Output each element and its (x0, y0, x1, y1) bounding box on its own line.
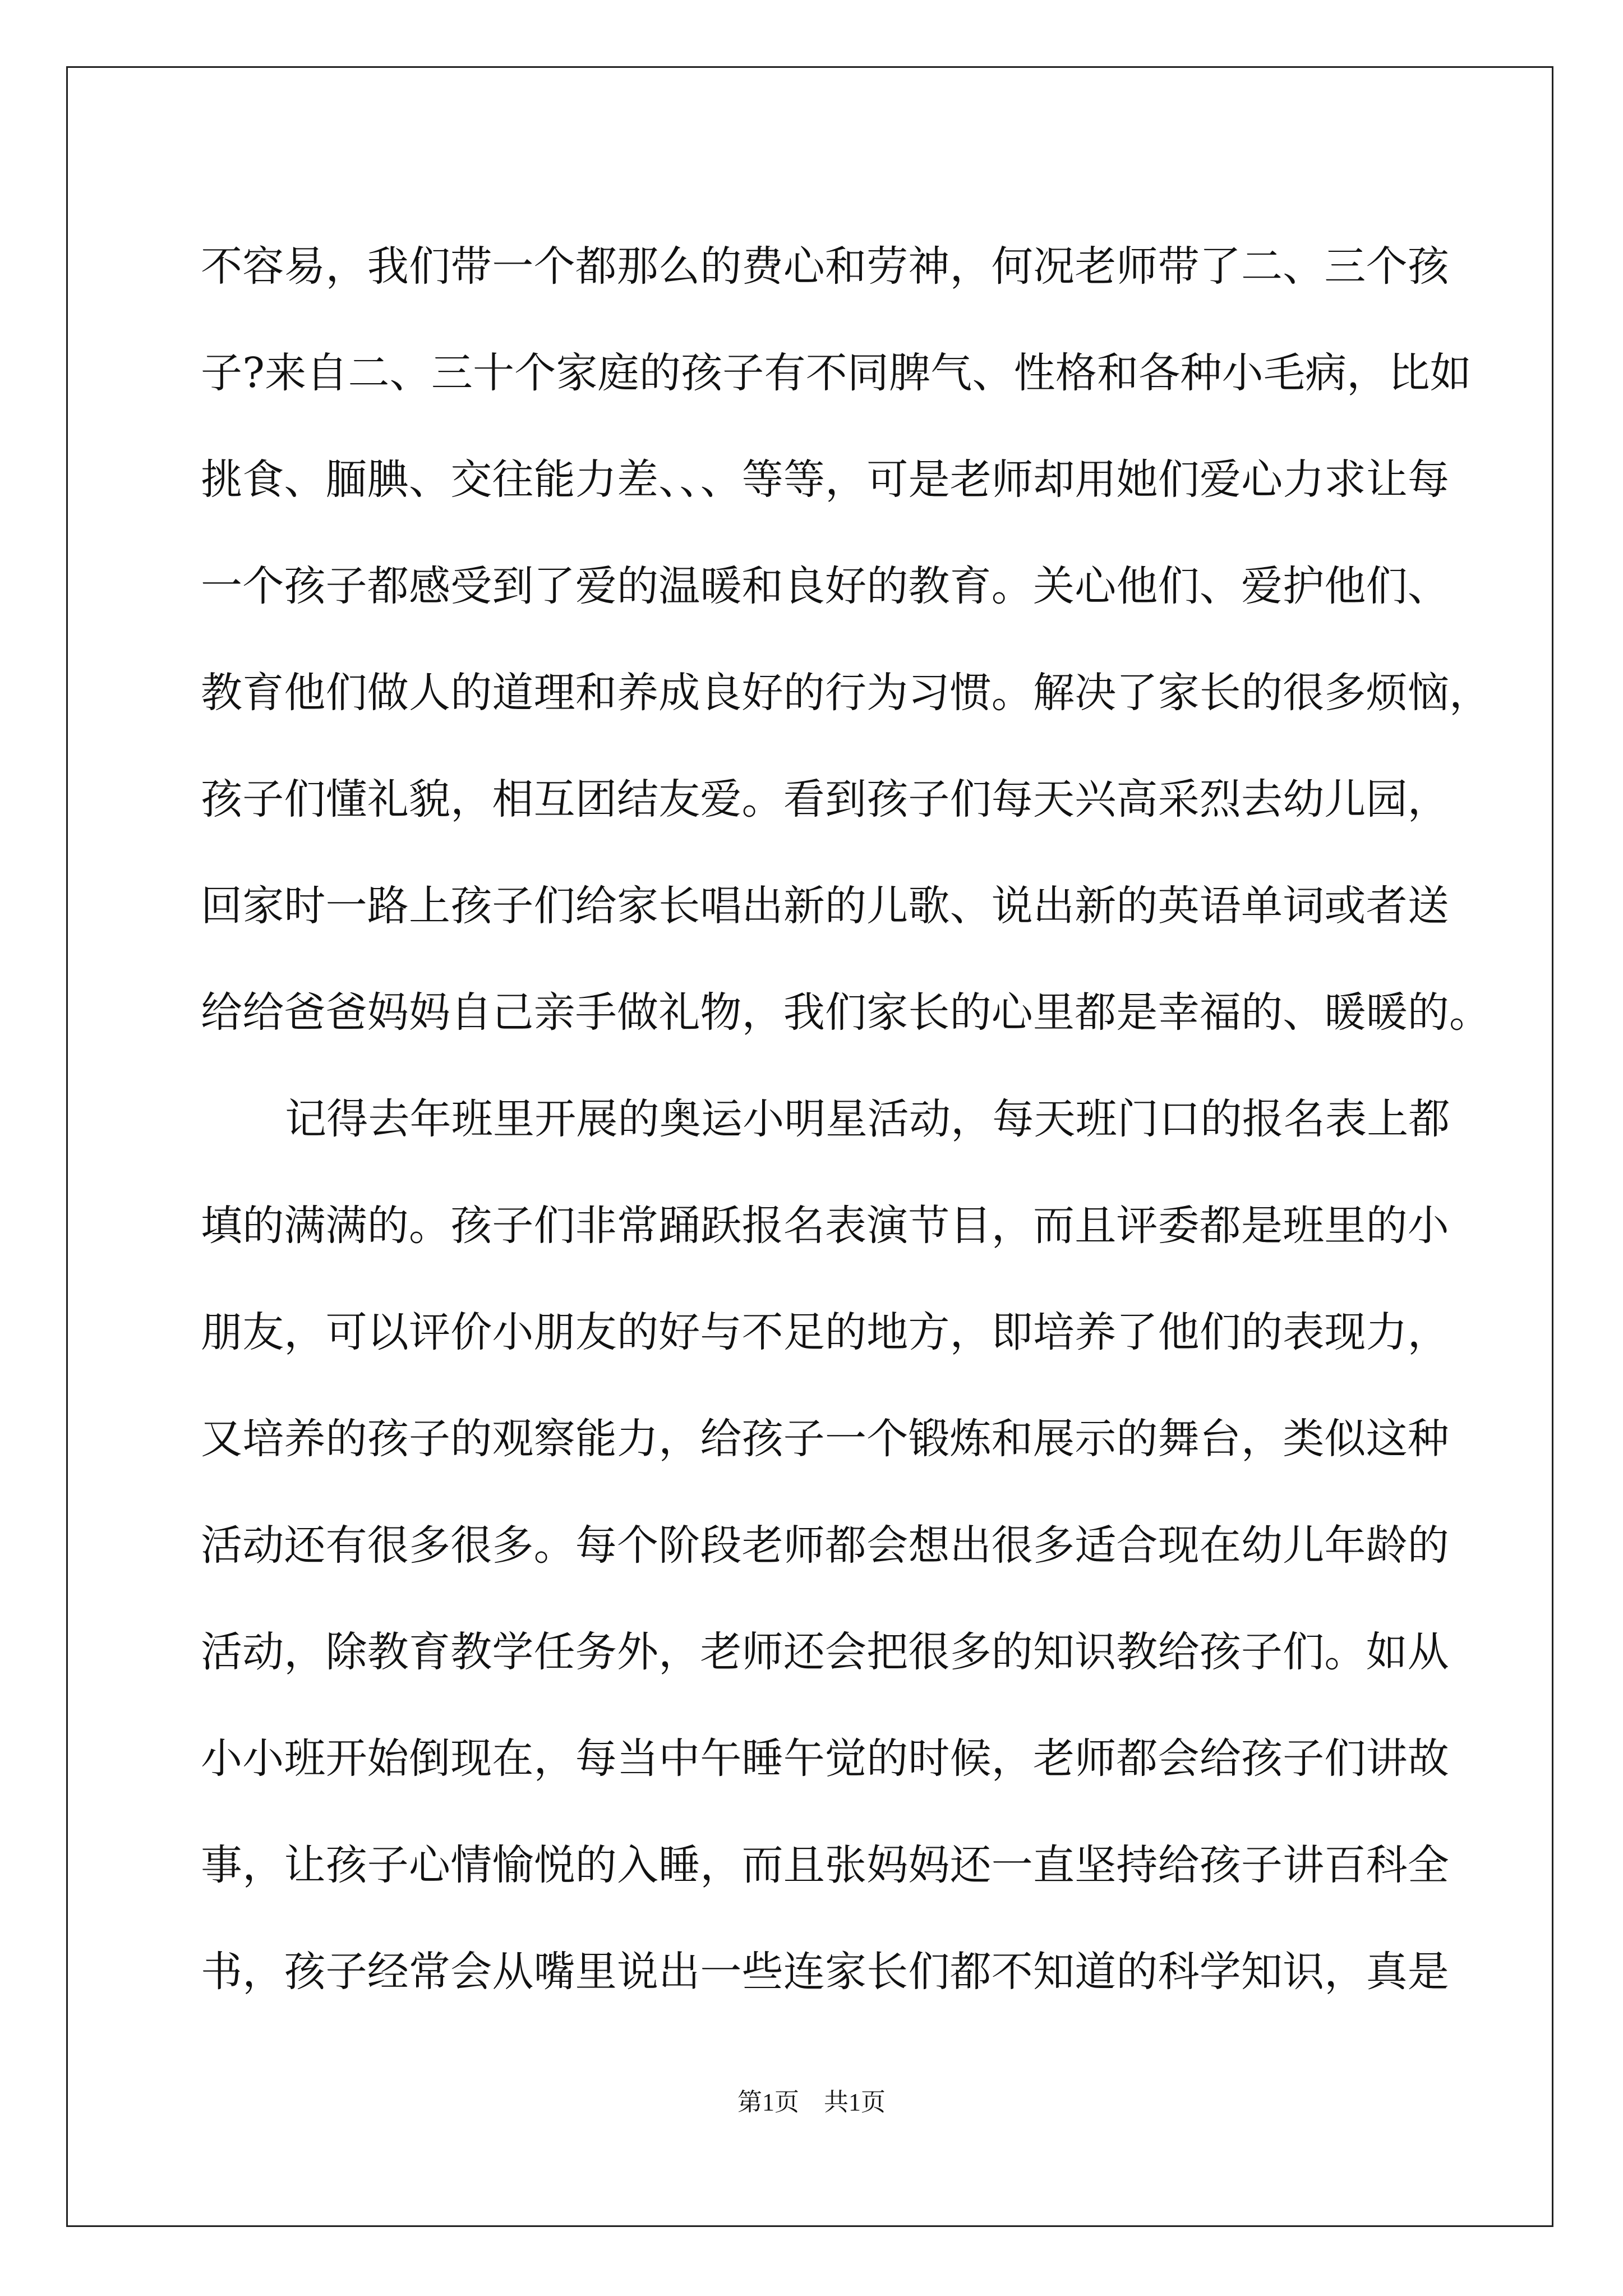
text-line: 活动还有很多很多。每个阶段老师都会想出很多适合现在幼儿年龄的 (201, 1521, 1449, 1570)
text-line: 回家时一路上孩子们给家长唱出新的儿歌、说出新的英语单词或者送 (201, 882, 1449, 930)
text-line: 活动，除教育教学任务外，老师还会把很多的知识教给孩子们。如从 (201, 1628, 1449, 1676)
text-line: 一个孩子都感受到了爱的温暖和良好的教育。关心他们、爱护他们、 (201, 562, 1449, 610)
text-line: 孩子们懂礼貌，相互团结友爱。看到孩子们每天兴高采烈去幼儿园， (201, 775, 1449, 823)
paragraph-start-line: 记得去年班里开展的奥运小明星活动，每天班门口的报名表上都 (285, 1095, 1450, 1143)
text-line: 书，孩子经常会从嘴里说出一些连家长们都不知道的科学知识，真是 (201, 1948, 1449, 1996)
text-line: 小小班开始倒现在，每当中午睡午觉的时候，老师都会给孩子们讲故 (201, 1734, 1449, 1783)
page-footer: 第1页 共1页 (737, 2088, 886, 2116)
text-line: 事，让孩子心情愉悦的入睡，而且张妈妈还一直坚持给孩子讲百科全 (201, 1841, 1449, 1889)
text-line: 又培养的孩子的观察能力，给孩子一个锻炼和展示的舞台，类似这种 (201, 1415, 1449, 1463)
text-line: 不容易，我们带一个都那么的费心和劳神，何况老师带了二、三个孩 (201, 242, 1449, 291)
text-line: 朋友，可以评价小朋友的好与不足的地方，即培养了他们的表现力， (201, 1308, 1449, 1356)
text-line: 给给爸爸妈妈自己亲手做礼物，我们家长的心里都是幸福的、暖暖的。 (201, 988, 1491, 1037)
document-body (201, 213, 1491, 2025)
text-line: 子?来自二、三十个家庭的孩子有不同脾气、性格和各种小毛病，比如 (201, 349, 1472, 397)
text-line: 教育他们做人的道理和养成良好的行为习惯。解决了家长的很多烦恼， (201, 669, 1491, 717)
text-line: 填的满满的。孩子们非常踊跃报名表演节目，而且评委都是班里的小 (201, 1202, 1449, 1250)
text-line: 挑食、腼腆、交往能力差、、、等等，可是老师却用她们爱心力求让每 (201, 455, 1450, 504)
